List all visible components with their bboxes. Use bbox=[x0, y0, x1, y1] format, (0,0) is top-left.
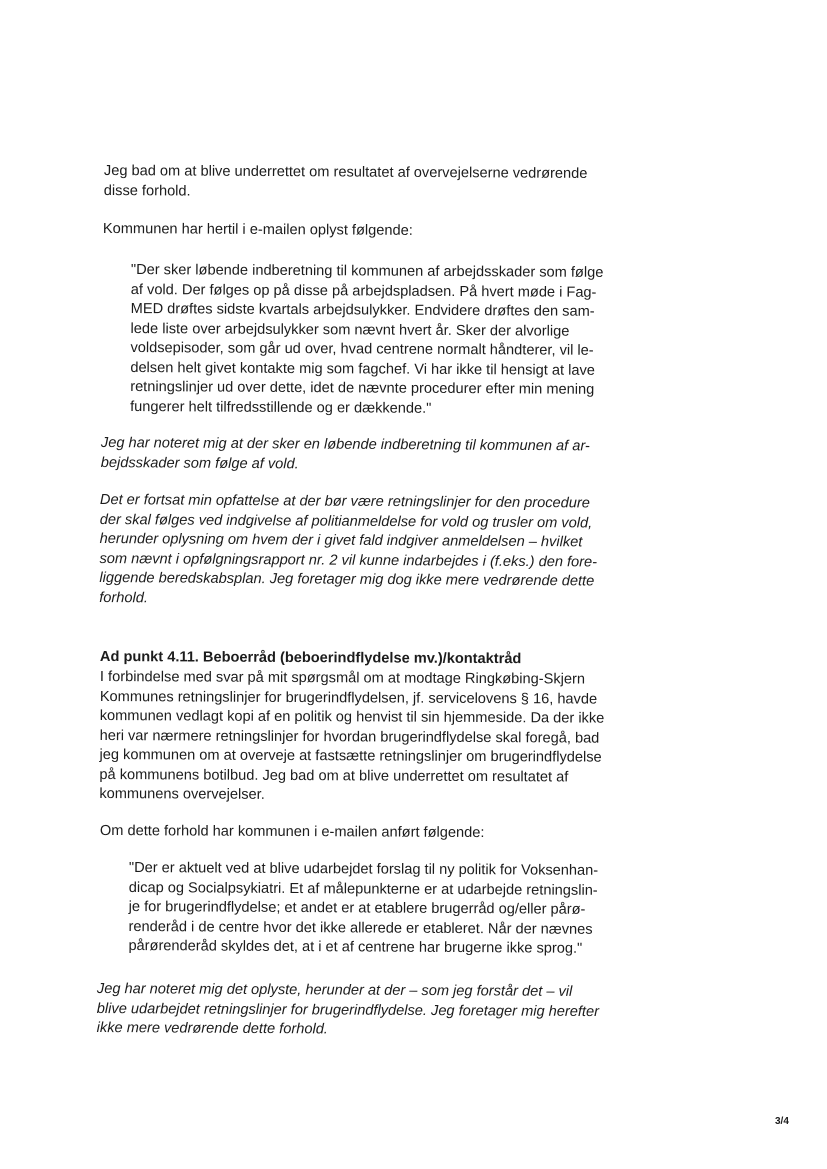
italic-note bbox=[96, 980, 600, 1042]
text-line: lede liste over arbejdsulykker som nævnt hvert år. Sker der alvorlige bbox=[130, 320, 570, 340]
text-line: disse forhold. bbox=[103, 182, 191, 200]
text-line: Kommunen har hertil i e-mailen oplyst følgende: bbox=[102, 220, 413, 239]
text-line: dicap og Socialpsykiatri. Et af målepunkterne er at udarbejde retningslin- bbox=[128, 879, 598, 899]
text-line: ikke mere vedrørende dette forhold. bbox=[96, 1019, 328, 1038]
text-line: fungerer helt tilfredsstillende og er dækkende." bbox=[130, 398, 432, 417]
italic-note bbox=[100, 434, 590, 476]
text-line: "Der sker løbende indberetning til kommunen af arbejdsskader som følge bbox=[130, 261, 604, 281]
text-line: herunder oplysning om hvem der i givet fald indgiver anmeldelsen – hvilket bbox=[99, 530, 583, 551]
intro-paragraph bbox=[104, 162, 704, 205]
block-quote bbox=[130, 261, 604, 420]
block-quote bbox=[128, 859, 599, 959]
text-line: heri var nærmere retningslinjer for hvordan brugerindflydelse skal foregå, bad bbox=[99, 727, 600, 747]
text-line: Jeg bad om at blive underrettet om resultatet af overvejelserne vedrørende bbox=[103, 162, 588, 182]
text-line: bejdsskader som følge af vold. bbox=[100, 454, 299, 472]
text-line: liggende beredskabsplan. Jeg foretager mig dog ikke mere vedrørende dette bbox=[99, 569, 595, 590]
italic-note bbox=[99, 491, 598, 611]
text-line: "Der er aktuelt ved at blive udarbejdet forslag til ny politik for Voksenhan- bbox=[128, 860, 599, 879]
text-line: der skal følges ved indgivelse af politianmeldelse for vold og trusler om vold, bbox=[99, 511, 593, 531]
text-line: retningslinjer ud over dette, idet de nævnte procedurer efter min mening bbox=[130, 378, 595, 398]
text-line: kommunens overvejelser. bbox=[99, 785, 265, 803]
lead-in-paragraph bbox=[100, 822, 700, 845]
text-line: je for brugerindflydelse; et andet er at etablere brugerråd og/eller pårø- bbox=[128, 898, 586, 918]
text-line: Det er fortsat min opfattelse at der bør være retningslinjer for den procedure bbox=[99, 491, 590, 512]
text-line: jeg kommunen om at overveje at fastsætte retningslinjer om brugerindflydelse bbox=[99, 746, 602, 766]
text-line: forhold. bbox=[99, 589, 148, 606]
text-line: som nævnt i opfølgningsrapport nr. 2 vil kunne indarbejdes i (f.eks.) den fore- bbox=[99, 550, 598, 570]
section-heading bbox=[100, 648, 700, 671]
text-line: Jeg har noteret mig det oplyste, herunder at der – som jeg forstår det – vil bbox=[96, 981, 573, 1000]
section-paragraph bbox=[99, 668, 605, 807]
text-line: blive udarbejdet retningslinjer for brugerindflydelse. Jeg foretager mig herefter bbox=[96, 1000, 600, 1020]
text-line: på kommunens botilbud. Jeg bad om at blive underrettet om resultatet af bbox=[99, 766, 569, 785]
text-line: voldsepisoder, som går ud over, hvad centrene normalt håndterer, vil le- bbox=[130, 339, 594, 359]
text-line: Kommunes retningslinjer for brugerindflydelsen, jf. servicelovens § 16, havde bbox=[99, 688, 598, 708]
page-number: 3/4 bbox=[775, 1116, 789, 1127]
text-line: MED drøftes sidste kvartals arbejdsulykker. Endvidere drøftes den sam- bbox=[130, 300, 595, 320]
text-line: kommunen vedlagt kopi af en politik og henvist til sin hjemmeside. Da der ikke bbox=[99, 707, 605, 727]
text-line: Om dette forhold har kommunen i e-mailen anført følgende: bbox=[99, 823, 485, 842]
lead-in-paragraph bbox=[103, 220, 703, 243]
text-line: renderåd i de centre hvor det ikke allerede er etableret. Når der nævnes bbox=[128, 918, 593, 938]
text-line: delsen helt givet kontakte mig som fagchef. Vi har ikke til hensigt at lave bbox=[130, 359, 595, 379]
text-line: I forbindelse med svar på mit spørgsmål om at modtage Ringkøbing-Skjern bbox=[99, 669, 586, 688]
heading-text: Ad punkt 4.11. Beboerråd (beboerindflydelse mv.)/kontaktråd bbox=[99, 649, 522, 668]
text-line: pårørenderåd skyldes det, at i et af centrene har brugerne ikke sprog." bbox=[128, 937, 583, 957]
text-line: Jeg har noteret mig at der sker en løbende indberetning til kommunen af ar- bbox=[100, 434, 590, 455]
text-line: af vold. Der følges op på disse på arbejdspladsen. På hvert møde i Fag- bbox=[130, 281, 597, 301]
